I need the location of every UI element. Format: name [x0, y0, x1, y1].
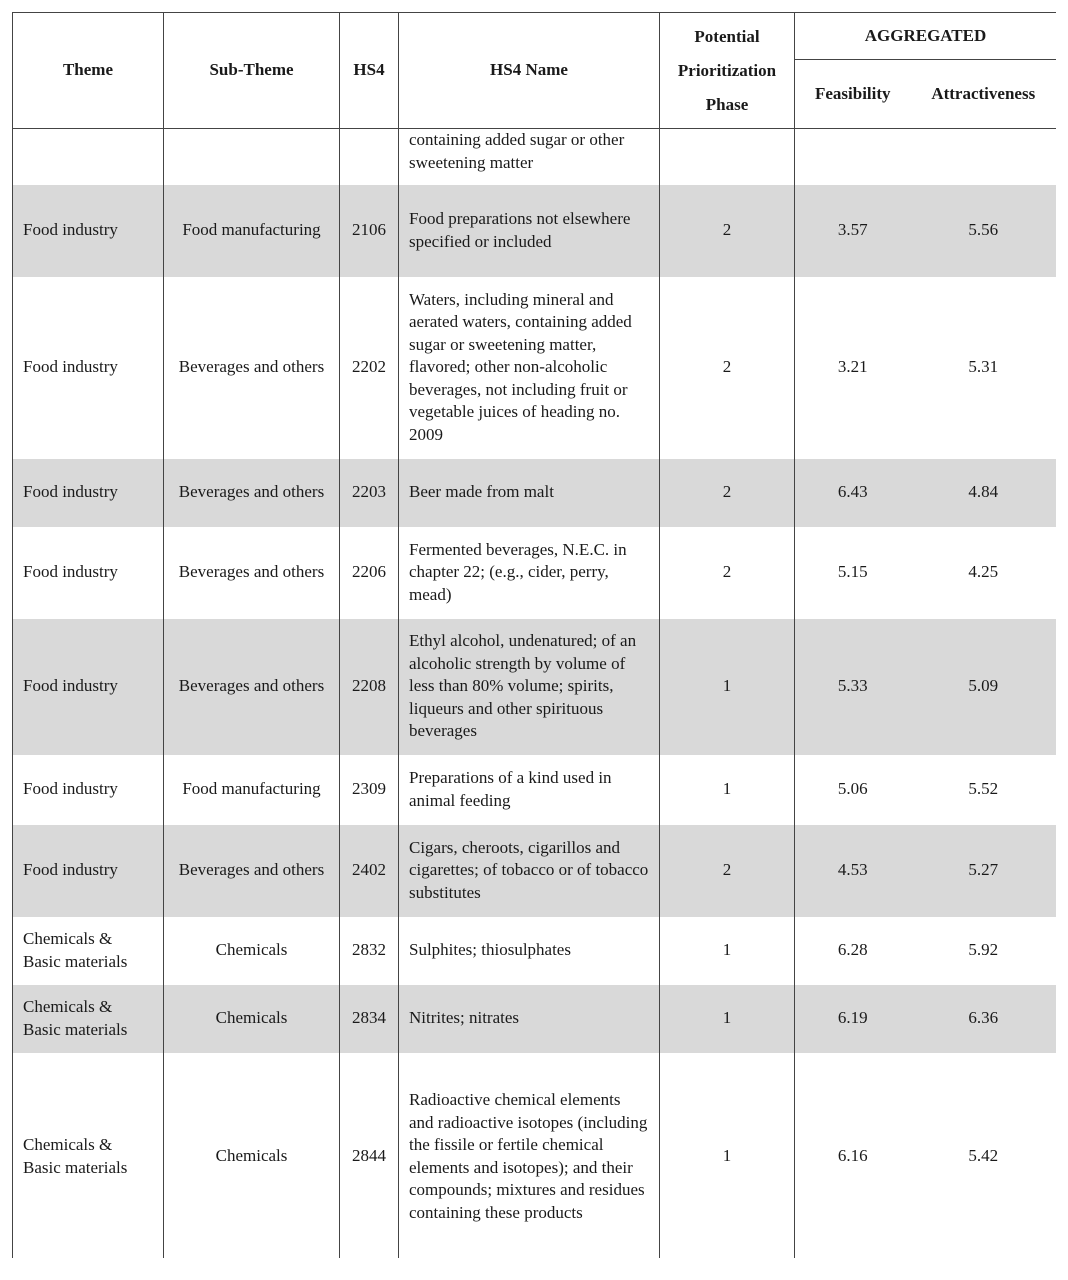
header-theme: Theme	[13, 13, 164, 129]
cell-sub-theme: Chemicals	[164, 985, 340, 1053]
cell-phase	[660, 129, 795, 185]
table-body	[13, 129, 1057, 1259]
cell-sub-theme: Beverages and others	[164, 527, 340, 619]
cell-hs4-name: Sulphites; thiosulphates	[399, 917, 660, 985]
cell-theme: Chemicals & Basic materials	[13, 1053, 164, 1259]
table-row	[13, 917, 1057, 985]
cell-phase: 1	[660, 1053, 795, 1259]
header-sub-theme: Sub-Theme	[164, 13, 340, 129]
header-attractiveness: Attractiveness	[911, 60, 1057, 129]
cell-hs4: 2834	[340, 985, 399, 1053]
cell-hs4: 2206	[340, 527, 399, 619]
cell-hs4-name: Fermented beverages, N.E.C. in chapter 22; (e.g., cider, perry, mead)	[399, 527, 660, 619]
cell-theme: Food industry	[13, 185, 164, 277]
table-row	[13, 619, 1057, 755]
cell-theme: Food industry	[13, 755, 164, 825]
cell-hs4: 2844	[340, 1053, 399, 1259]
cell-hs4-name: Beer made from malt	[399, 459, 660, 527]
cell-sub-theme: Beverages and others	[164, 277, 340, 459]
cell-sub-theme: Beverages and others	[164, 459, 340, 527]
hs4-prioritization-table-wrapper	[12, 12, 1056, 1258]
cell-attractiveness: 4.25	[911, 527, 1057, 619]
table-row	[13, 277, 1057, 459]
header-feasibility: Feasibility	[795, 60, 911, 129]
table-row-continued	[13, 129, 1057, 185]
table-row	[13, 1053, 1057, 1259]
cell-theme: Chemicals & Basic materials	[13, 985, 164, 1053]
cell-attractiveness: 5.92	[911, 917, 1057, 985]
cell-feasibility: 5.33	[795, 619, 911, 755]
cell-phase: 1	[660, 755, 795, 825]
table-row	[13, 185, 1057, 277]
cell-theme: Food industry	[13, 277, 164, 459]
cell-feasibility: 6.28	[795, 917, 911, 985]
cell-attractiveness: 5.27	[911, 825, 1057, 917]
cell-sub-theme	[164, 129, 340, 185]
cell-phase: 2	[660, 527, 795, 619]
cell-hs4-name: Cigars, cheroots, cigarillos and cigarettes; of tobacco or of tobacco substitutes	[399, 825, 660, 917]
table-header	[13, 13, 1057, 129]
cell-attractiveness: 6.36	[911, 985, 1057, 1053]
cell-theme: Food industry	[13, 825, 164, 917]
table-row	[13, 755, 1057, 825]
cell-phase: 2	[660, 185, 795, 277]
cell-sub-theme: Chemicals	[164, 917, 340, 985]
cell-hs4-name: Ethyl alcohol, undenatured; of an alcoholic strength by volume of less than 80% volume; spirits, liqueurs and other spirituous beverages	[399, 619, 660, 755]
cell-attractiveness: 5.52	[911, 755, 1057, 825]
cell-feasibility: 6.19	[795, 985, 911, 1053]
cell-feasibility: 3.57	[795, 185, 911, 277]
cell-hs4: 2202	[340, 277, 399, 459]
header-aggregated: AGGREGATED	[795, 13, 1057, 60]
cell-theme: Food industry	[13, 527, 164, 619]
cell-hs4: 2106	[340, 185, 399, 277]
cell-sub-theme: Chemicals	[164, 1053, 340, 1259]
cell-sub-theme: Food manufacturing	[164, 755, 340, 825]
table-row	[13, 459, 1057, 527]
header-hs4-name: HS4 Name	[399, 13, 660, 129]
cell-sub-theme: Beverages and others	[164, 619, 340, 755]
cell-hs4	[340, 129, 399, 185]
cell-theme: Chemicals & Basic materials	[13, 917, 164, 985]
cell-phase: 2	[660, 459, 795, 527]
cell-theme	[13, 129, 164, 185]
cell-hs4-name: Preparations of a kind used in animal feeding	[399, 755, 660, 825]
cell-hs4: 2203	[340, 459, 399, 527]
cell-theme: Food industry	[13, 459, 164, 527]
cell-hs4-name: containing added sugar or other sweetening matter	[399, 129, 660, 185]
cell-hs4-name: Food preparations not elsewhere specified or included	[399, 185, 660, 277]
cell-attractiveness: 4.84	[911, 459, 1057, 527]
cell-hs4-name: Waters, including mineral and aerated waters, containing added sugar or sweetening matter, flavored; other non-alcoholic beverages, not including fruit or vegetable juices of heading no. 2009	[399, 277, 660, 459]
cell-phase: 2	[660, 277, 795, 459]
cell-attractiveness: 5.42	[911, 1053, 1057, 1259]
cell-sub-theme: Beverages and others	[164, 825, 340, 917]
cell-hs4-name: Nitrites; nitrates	[399, 985, 660, 1053]
cell-feasibility: 6.16	[795, 1053, 911, 1259]
cell-feasibility	[795, 129, 911, 185]
table-row	[13, 527, 1057, 619]
cell-attractiveness: 5.09	[911, 619, 1057, 755]
header-hs4: HS4	[340, 13, 399, 129]
header-phase: Potential Prioritization Phase	[660, 13, 795, 129]
cell-hs4: 2309	[340, 755, 399, 825]
cell-hs4: 2832	[340, 917, 399, 985]
cell-hs4: 2402	[340, 825, 399, 917]
cell-attractiveness: 5.31	[911, 277, 1057, 459]
cell-feasibility: 4.53	[795, 825, 911, 917]
cell-attractiveness	[911, 129, 1057, 185]
hs4-prioritization-table	[12, 12, 1056, 1258]
cell-phase: 1	[660, 619, 795, 755]
cell-sub-theme: Food manufacturing	[164, 185, 340, 277]
cell-feasibility: 6.43	[795, 459, 911, 527]
cell-attractiveness: 5.56	[911, 185, 1057, 277]
cell-phase: 1	[660, 917, 795, 985]
table-row	[13, 825, 1057, 917]
cell-feasibility: 3.21	[795, 277, 911, 459]
cell-feasibility: 5.06	[795, 755, 911, 825]
cell-hs4: 2208	[340, 619, 399, 755]
cell-theme: Food industry	[13, 619, 164, 755]
cell-hs4-name: Radioactive chemical elements and radioactive isotopes (including the fissile or fertile chemical elements and isotopes); and their compounds; mixtures and residues containing these products	[399, 1053, 660, 1259]
cell-feasibility: 5.15	[795, 527, 911, 619]
cell-phase: 1	[660, 985, 795, 1053]
cell-phase: 2	[660, 825, 795, 917]
table-row	[13, 985, 1057, 1053]
